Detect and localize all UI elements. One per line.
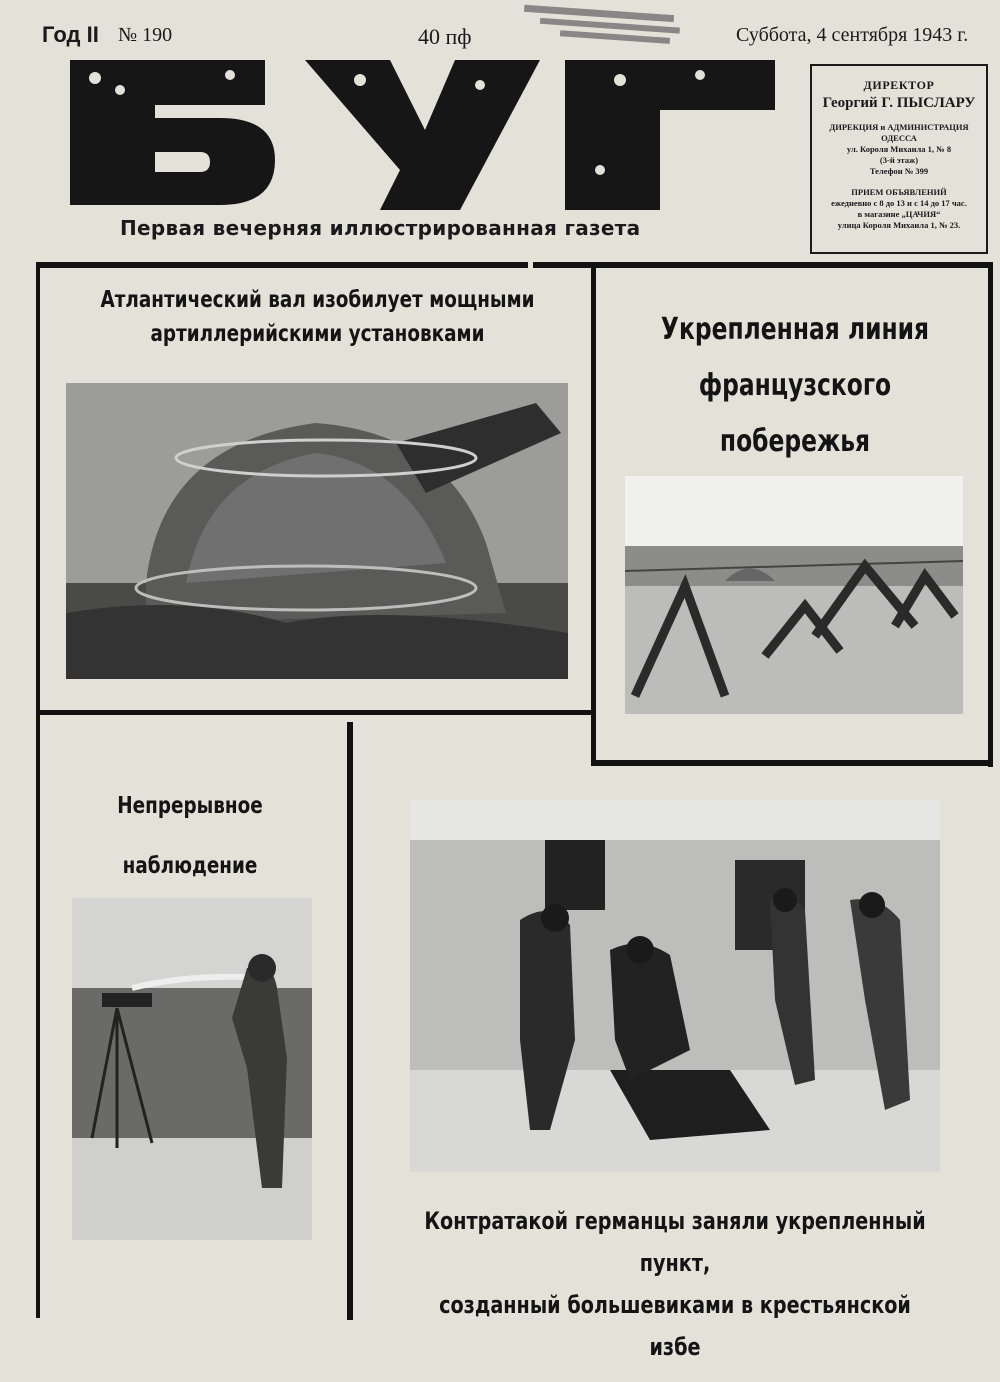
coastal-obstacles-photo xyxy=(625,476,963,714)
right-border xyxy=(988,262,993,767)
address-line: ОДЕССА xyxy=(881,133,917,143)
masthead-subtitle: Первая вечерняя иллюстрированная газета xyxy=(120,216,641,240)
soldier-with-rangefinder-photo xyxy=(72,898,312,1240)
year-label: Год II xyxy=(42,22,99,47)
top-rule-right xyxy=(533,262,993,268)
top-rule xyxy=(38,262,528,268)
ads-line: ежедневно с 8 до 13 и с 14 до 17 час. xyxy=(831,198,967,208)
divider-vertical-bottom xyxy=(347,722,353,1320)
address-line: (3-й этаж) xyxy=(879,155,919,165)
observation-headline: Непрерывное наблюдение xyxy=(117,793,263,879)
left-border xyxy=(36,262,40,1318)
director-box xyxy=(810,64,988,254)
counterattack-headline: Контратакой германцы заняли укрепленный пункт, созданный большевиками в крестьянской избе xyxy=(424,1207,926,1361)
ads-label: ПРИЕМ ОБЪЯВЛЕНИЙ xyxy=(851,187,947,197)
address-line: ДИРЕКЦИЯ и АДМИНИСТРАЦИЯ xyxy=(829,122,969,132)
price: 40 пф xyxy=(418,24,472,49)
director-name: Георгий Г. ПЫСЛАРУ xyxy=(822,95,976,111)
issue-date: Суббота, 4 сентября 1943 г. xyxy=(736,24,969,46)
address-line: ул. Короля Михаила 1, № 8 xyxy=(846,144,952,154)
french-coast-headline: Укрепленная линия французского побережья xyxy=(660,312,930,459)
atlantic-headline: Атлантический вал изобилует мощными артиллерийскими установками xyxy=(100,287,535,347)
soldiers-at-hut-photo xyxy=(410,800,940,1172)
director-label: ДИРЕКТОР xyxy=(863,78,935,92)
ads-line: в магазине „ЦАЧИЯ“ xyxy=(857,209,941,219)
masthead-title xyxy=(60,60,780,210)
library-stamp-icon xyxy=(520,2,700,52)
divider-horizontal-mid-left xyxy=(38,710,593,715)
divider-vertical-top xyxy=(591,266,596,760)
divider-horizontal-mid-right xyxy=(591,760,993,766)
address-line: Телефон № 399 xyxy=(869,166,929,176)
ads-line: улица Короля Михаила 1, № 23. xyxy=(837,220,961,230)
artillery-turret-photo xyxy=(66,383,568,679)
issue-number: № 190 xyxy=(118,24,173,46)
